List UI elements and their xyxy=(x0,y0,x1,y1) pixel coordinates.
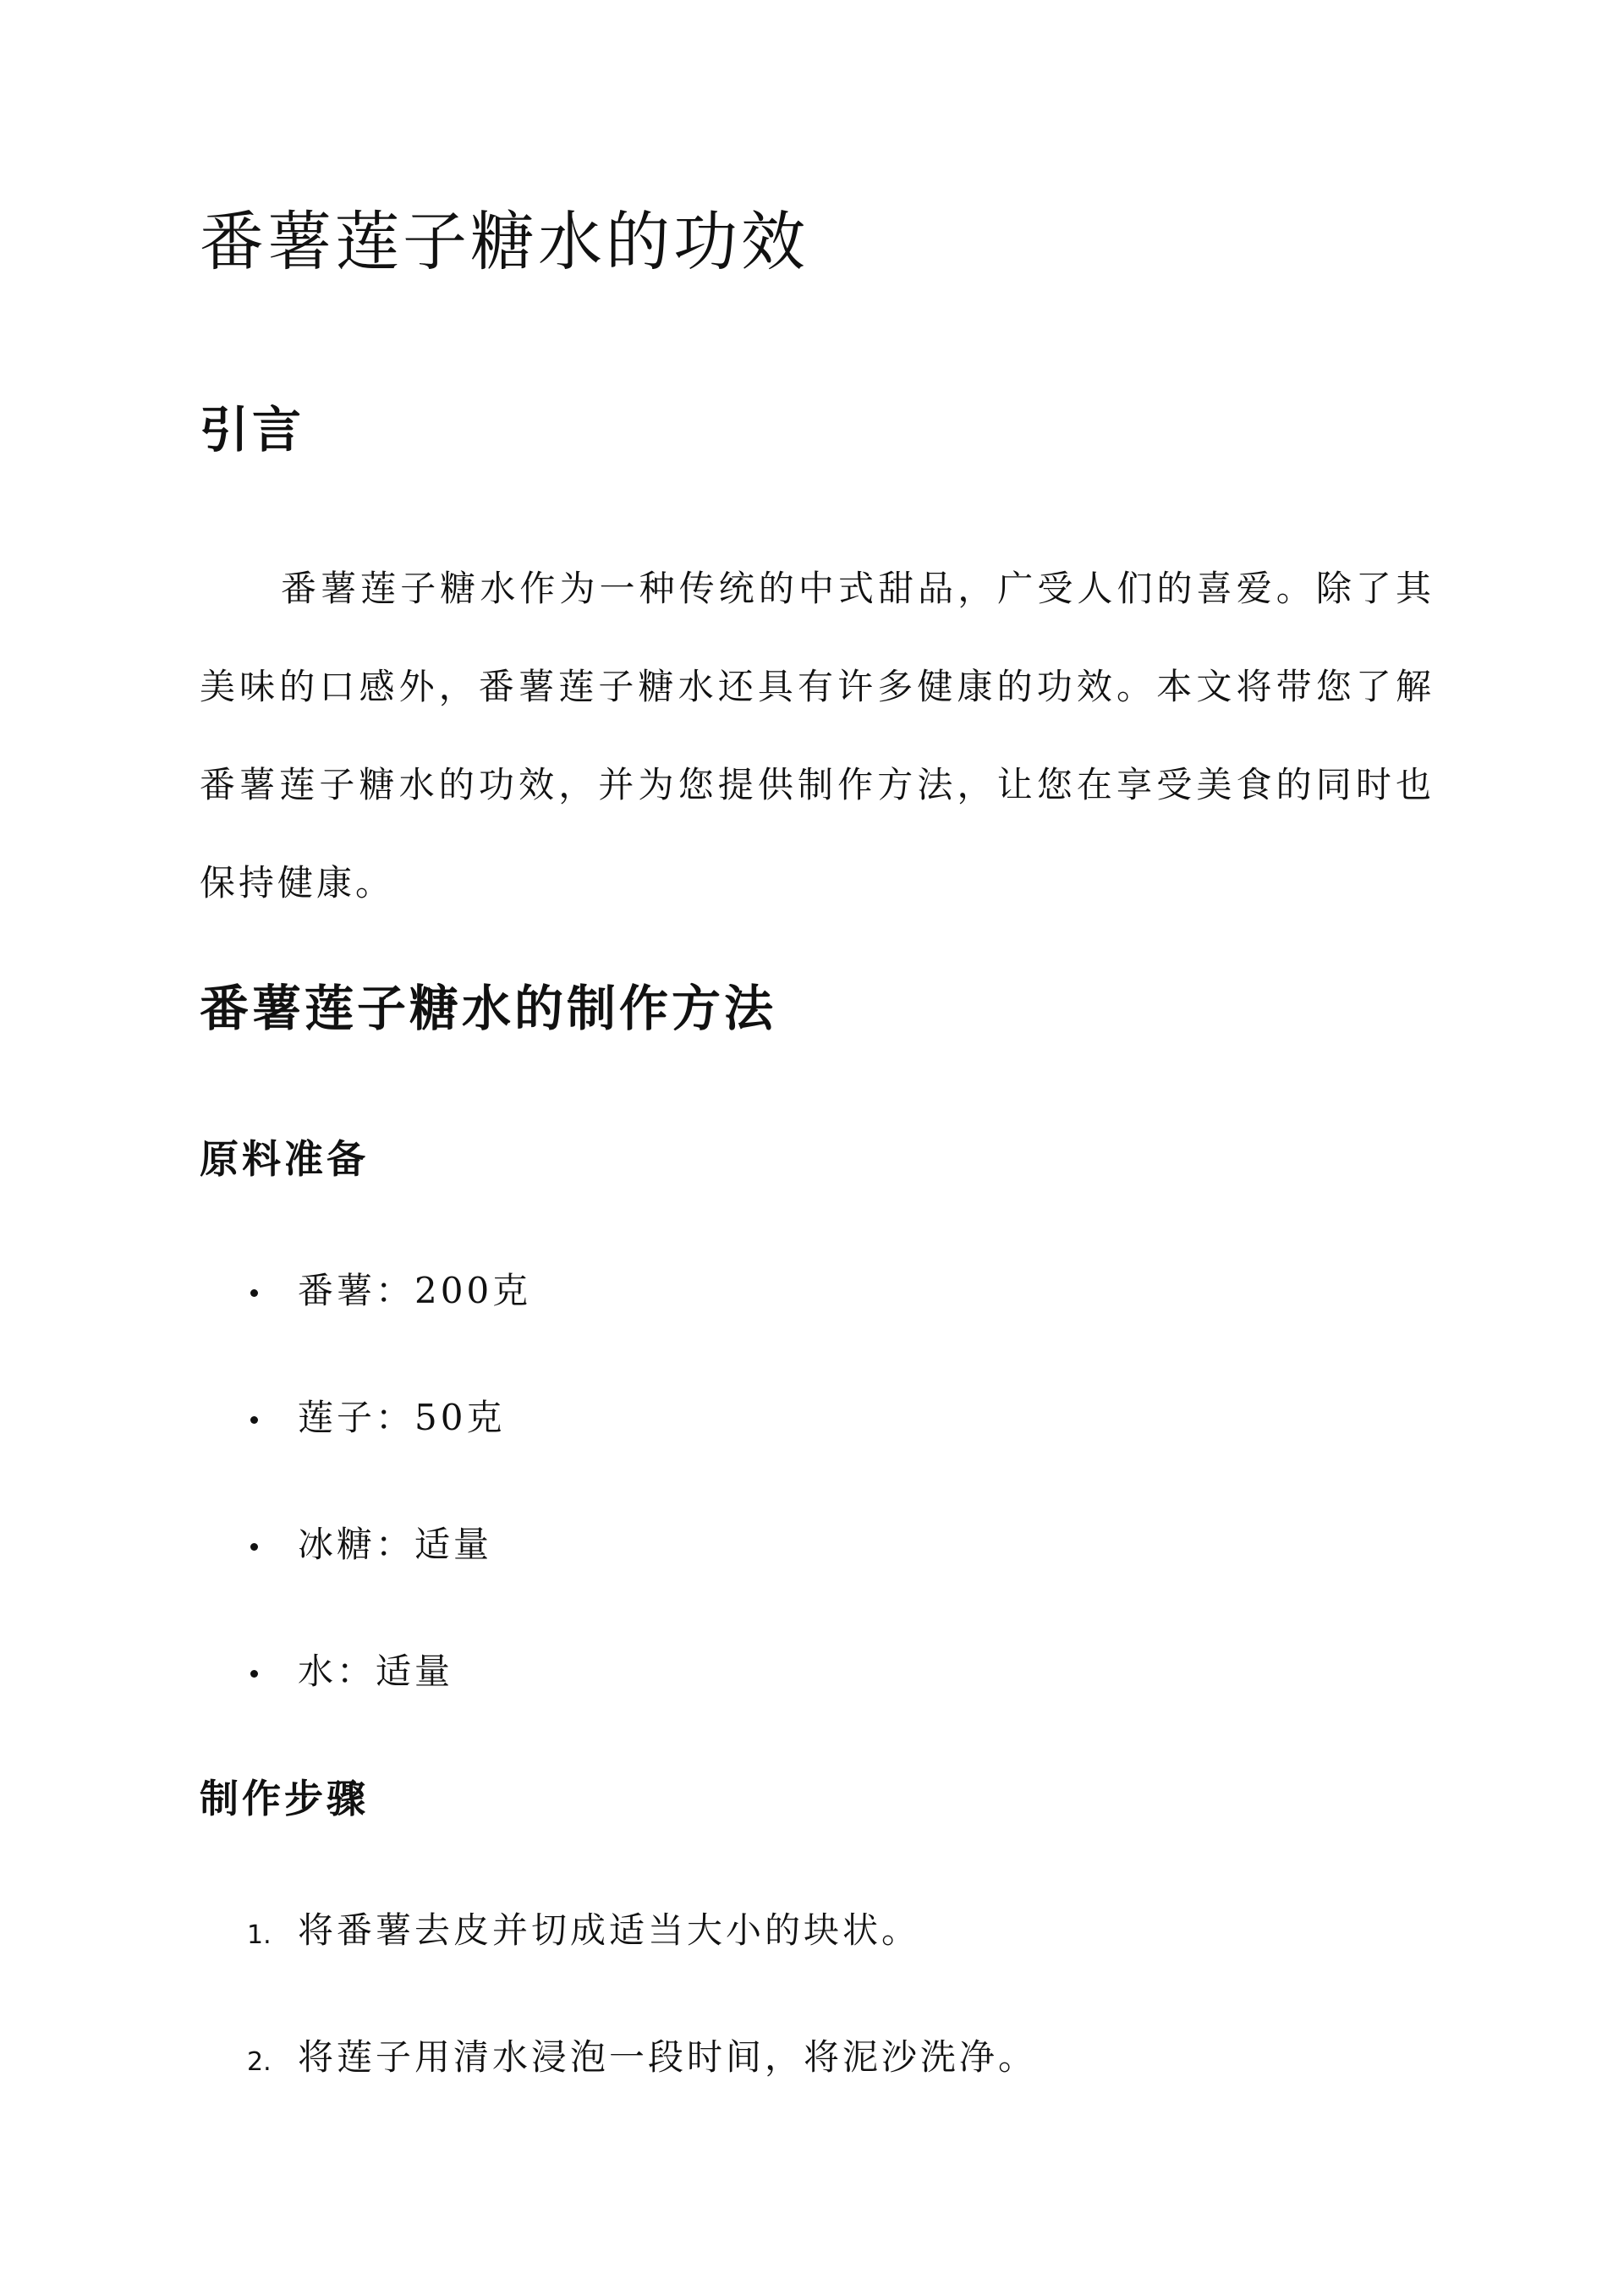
list-item xyxy=(200,1392,531,1519)
ingredient-text: 番薯：200克 xyxy=(298,1270,532,1311)
step-text: 将莲子用清水浸泡一段时间，将泥沙洗净。 xyxy=(298,2036,1038,2078)
bullet-icon xyxy=(250,1543,258,1551)
step-text: 将番薯去皮并切成适当大小的块状。 xyxy=(298,1909,921,1951)
ingredients-heading: 原料准备 xyxy=(200,1136,369,1182)
bullet-icon xyxy=(250,1670,258,1678)
steps-list xyxy=(200,1905,1037,2159)
method-heading: 番薯莲子糖水的制作方法 xyxy=(200,980,777,1037)
steps-heading: 制作步骤 xyxy=(200,1776,369,1821)
list-item xyxy=(200,1905,1037,2032)
ingredient-text: 莲子：50克 xyxy=(298,1397,506,1438)
list-item xyxy=(200,2032,1037,2159)
ingredients-list xyxy=(200,1266,531,1773)
bullet-icon xyxy=(250,1416,258,1424)
intro-heading: 引言 xyxy=(200,401,305,459)
intro-paragraph: 番薯莲子糖水作为一种传统的中式甜品，广受人们的喜爱。除了其美味的口感外，番薯莲子糖水还具有许多健康的功效。本文将带您了解番薯莲子糖水的功效，并为您提供制作方法，让您在享受美食的同时也保持健康。 xyxy=(200,568,1435,904)
step-number: 2. xyxy=(247,2047,272,2077)
ingredient-text: 水：适量 xyxy=(298,1651,454,1692)
list-item xyxy=(200,1519,531,1646)
step-number: 1. xyxy=(247,1920,272,1950)
list-item xyxy=(200,1266,531,1392)
bullet-icon xyxy=(250,1289,258,1297)
document-title: 番薯莲子糖水的功效 xyxy=(200,204,809,279)
ingredient-text: 冰糖：适量 xyxy=(298,1524,493,1565)
list-item xyxy=(200,1646,531,1773)
